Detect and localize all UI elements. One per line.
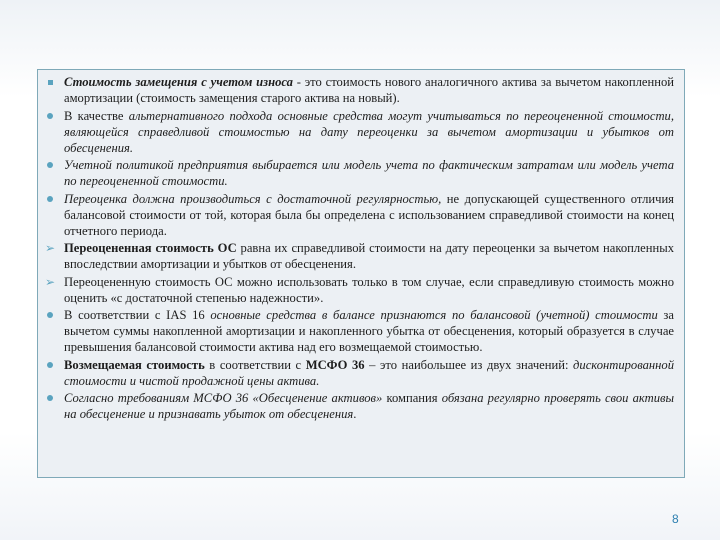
list-item	[64, 74, 674, 106]
disc-bullet-icon	[43, 191, 57, 207]
plain-text: в соответствии с	[204, 357, 306, 372]
plain-text: не допускающей существенного отличия балансовой стоимости от той, которая была бы определена с использованием справедливой стоимости на конец отчетного периода.	[64, 191, 674, 238]
plain-text: за вычетом суммы накопленной амортизации и накопленного убытка от обесценения, который образуется в случае превышения балансовой стоимости актива над его возмещаемой стоимостью.	[64, 308, 674, 354]
italic-text: альтернативного подхода основные средства могут учитываться по переоцененной стоимости, являющейся справедливой стоимостью на дату переоценки за вычетом амортизации и убытков от обесценения.	[64, 108, 674, 155]
plain-text: Переоцененную стоимость ОС можно использовать только в том случае, если справедливую стоимость можно оценить «с достаточной степенью надежности».	[64, 274, 674, 305]
italic-text: дисконтированной стоимости и чистой продажной цены актива.	[64, 357, 674, 388]
list-item	[64, 357, 674, 389]
list-item	[64, 307, 674, 355]
italic-text: Согласно требованиям МСФО 36 «Обесценение активов»	[64, 391, 383, 405]
list-item	[64, 191, 674, 239]
plain-text: компания	[382, 391, 442, 405]
disc-bullet-icon	[43, 157, 57, 173]
italic-text: обязана регулярно проверять свои активы на обесценение и признавать убыток от обесценения	[64, 391, 674, 421]
disc-bullet-icon	[43, 390, 57, 406]
list-item	[64, 108, 674, 156]
arrow-bullet-icon: ➢	[44, 241, 56, 255]
list-item	[44, 240, 674, 272]
page-number: 8	[672, 512, 679, 526]
content-box	[37, 69, 685, 478]
disc-bullet-icon	[43, 307, 57, 323]
plain-text: .	[353, 407, 357, 421]
arrow-bullet-icon: ➢	[44, 274, 56, 289]
term-bold: Возмещаемая стоимость	[64, 357, 205, 372]
disc-bullet-icon	[43, 357, 57, 373]
plain-text: – это наибольшее из двух значений:	[364, 357, 574, 372]
term-bold: МСФО 36	[305, 357, 365, 372]
list-item	[44, 274, 674, 306]
disc-bullet-icon	[43, 108, 57, 124]
plain-text: В качестве	[64, 108, 129, 123]
plain-text: В соответствии с IAS 16	[64, 308, 211, 322]
plain-text: равна их справедливой стоимости на дату переоценки за вычетом накопленных впоследствии амортизации и убытков от обесценения.	[64, 241, 674, 271]
italic-text: Переоценка должна производиться с достаточной регулярностью,	[64, 191, 442, 206]
square-bullet-icon	[43, 74, 57, 90]
term-bold: Переоцененная стоимость ОС	[64, 241, 237, 255]
italic-text: Учетной политикой предприятия выбирается или модель учета по фактическим затратам или модель учета по переоцененной стоимости.	[64, 158, 674, 188]
italic-text: основные средства в балансе признаются по балансовой (учетной) стоимости	[210, 308, 658, 322]
list-item	[64, 390, 674, 422]
definition-text: - это стоимость нового аналогичного актива за вычетом накопленной амортизации (стоимость замещения старого актива на новый).	[64, 75, 674, 105]
bullet-list	[44, 74, 674, 422]
term-bold-italic: Стоимость замещения с учетом износа	[64, 75, 293, 89]
list-item	[64, 157, 674, 189]
